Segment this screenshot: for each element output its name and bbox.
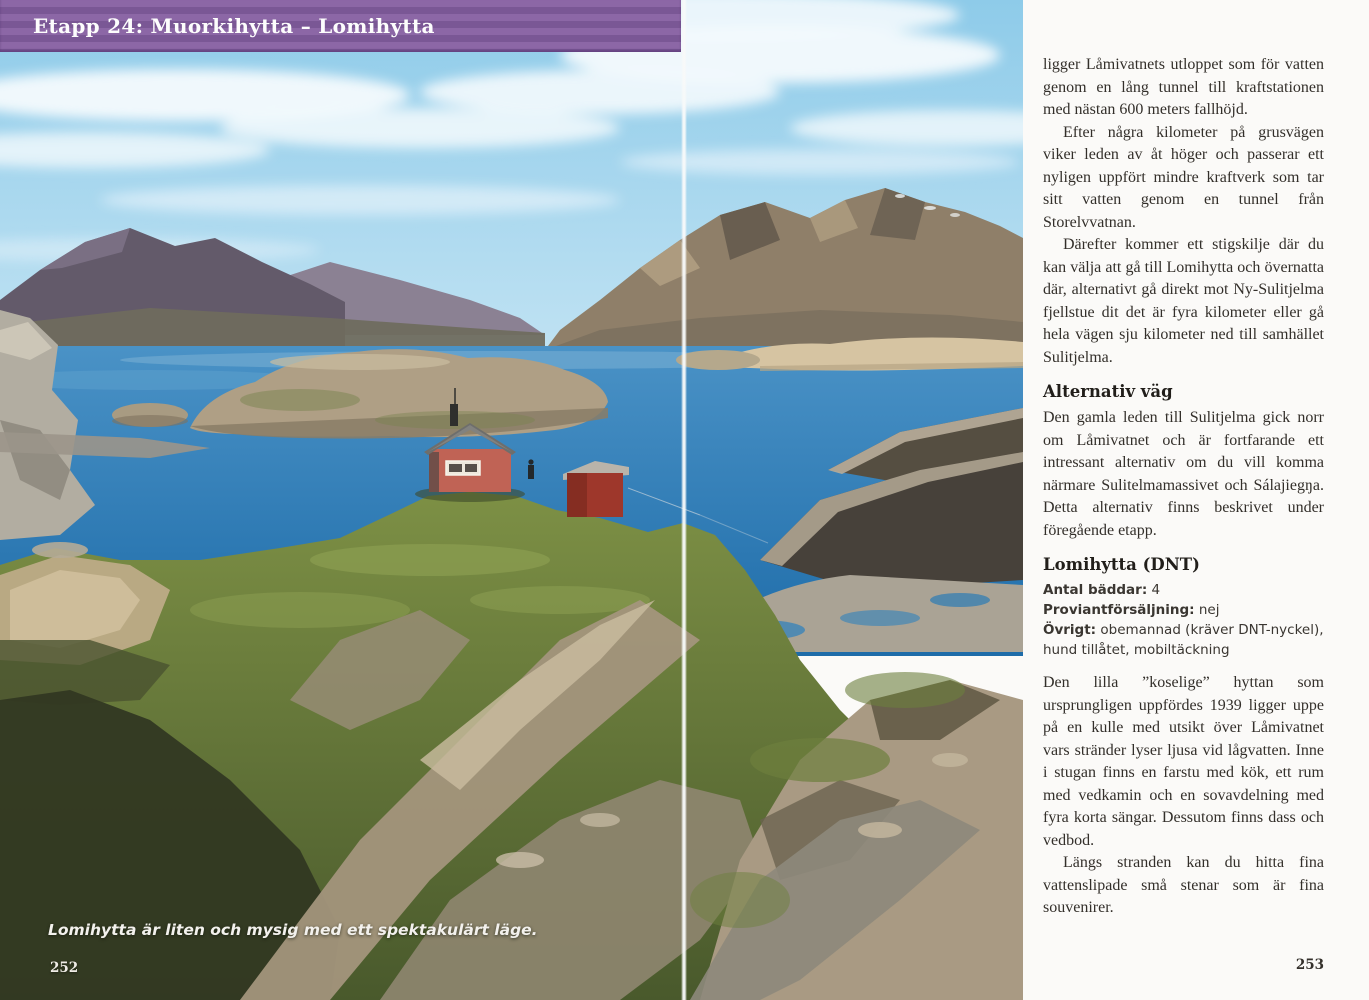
fact-row bbox=[1043, 580, 1324, 600]
fact-label: Proviantförsäljning: bbox=[1043, 602, 1195, 618]
page-gutter bbox=[681, 0, 687, 1000]
text-column bbox=[1043, 54, 1324, 920]
hiker-figure bbox=[528, 459, 534, 479]
paragraph: Därefter kommer ett stigskilje där du kan välja att gå till Lomihytta och övernatta där, alternativt gå direkt mot Ny-Sulitjelma fjellstue dit det är fyra kilometer eller gå hela vägen sju kilometer ned till samhället Sulitjelma. bbox=[1043, 236, 1324, 366]
right-page bbox=[1023, 0, 1369, 1000]
fact-row bbox=[1043, 620, 1324, 660]
chapter-banner bbox=[0, 0, 681, 52]
fact-value: nej bbox=[1198, 602, 1220, 618]
chapter-title: Etapp 24: Muorkihytta – Lomihytta bbox=[33, 14, 435, 38]
section-heading-lomihytta: Lomihytta (DNT) bbox=[1043, 555, 1200, 574]
paragraph: ligger Låmivatnets utloppet som för vatten genom en lång tunnel till kraftstationen med nästan 600 meters fallhöjd. bbox=[1043, 56, 1324, 118]
fact-value: obemannad (kräver DNT-nyckel), hund tillåtet, mobiltäckning bbox=[1043, 622, 1324, 658]
page-number-right: 253 bbox=[1295, 957, 1324, 973]
fact-row bbox=[1043, 600, 1324, 620]
hut-facts bbox=[1043, 580, 1324, 660]
page-number-left: 252 bbox=[50, 960, 79, 976]
section-heading-alternativ-vag: Alternativ väg bbox=[1043, 382, 1173, 401]
paragraph: Den gamla leden till Sulitjelma gick norr om Låmivatnet och är fortfarande ett intressant alternativ om du vill komma närmare Sulitelmamassivet och Sálajiegŋa. Detta alternativ finns beskrivet under föregående etapp. bbox=[1043, 409, 1324, 539]
photo-caption: Lomihytta är liten och mysig med ett spektakulärt läge. bbox=[48, 921, 538, 939]
paragraph: Den lilla ”koselige” hyttan som ursprungligen uppfördes 1939 ligger uppe på en kulle med utsikt över Låmivatnet vars stränder lyser ljusa vid lågvatten. Inne i stugan finns en farstu med kök, ett rum med vedkamin och en sovavdelning med fyra korta sängar. Dessutom finns dass och vedbod. bbox=[1043, 674, 1324, 849]
paragraph: Längs stranden kan du hitta fina vattenslipade små stenar som är fina souvenirer. bbox=[1043, 854, 1324, 916]
fact-value: 4 bbox=[1151, 582, 1161, 598]
fact-label: Antal bäddar: bbox=[1043, 582, 1148, 598]
fact-label: Övrigt: bbox=[1043, 622, 1097, 638]
paragraph: Efter några kilometer på grusvägen viker leden av åt höger och passerar ett nyligen uppfört mindre kraftverk som tar sitt vatten genom en tunnel från Storelvvatnan. bbox=[1043, 123, 1324, 231]
